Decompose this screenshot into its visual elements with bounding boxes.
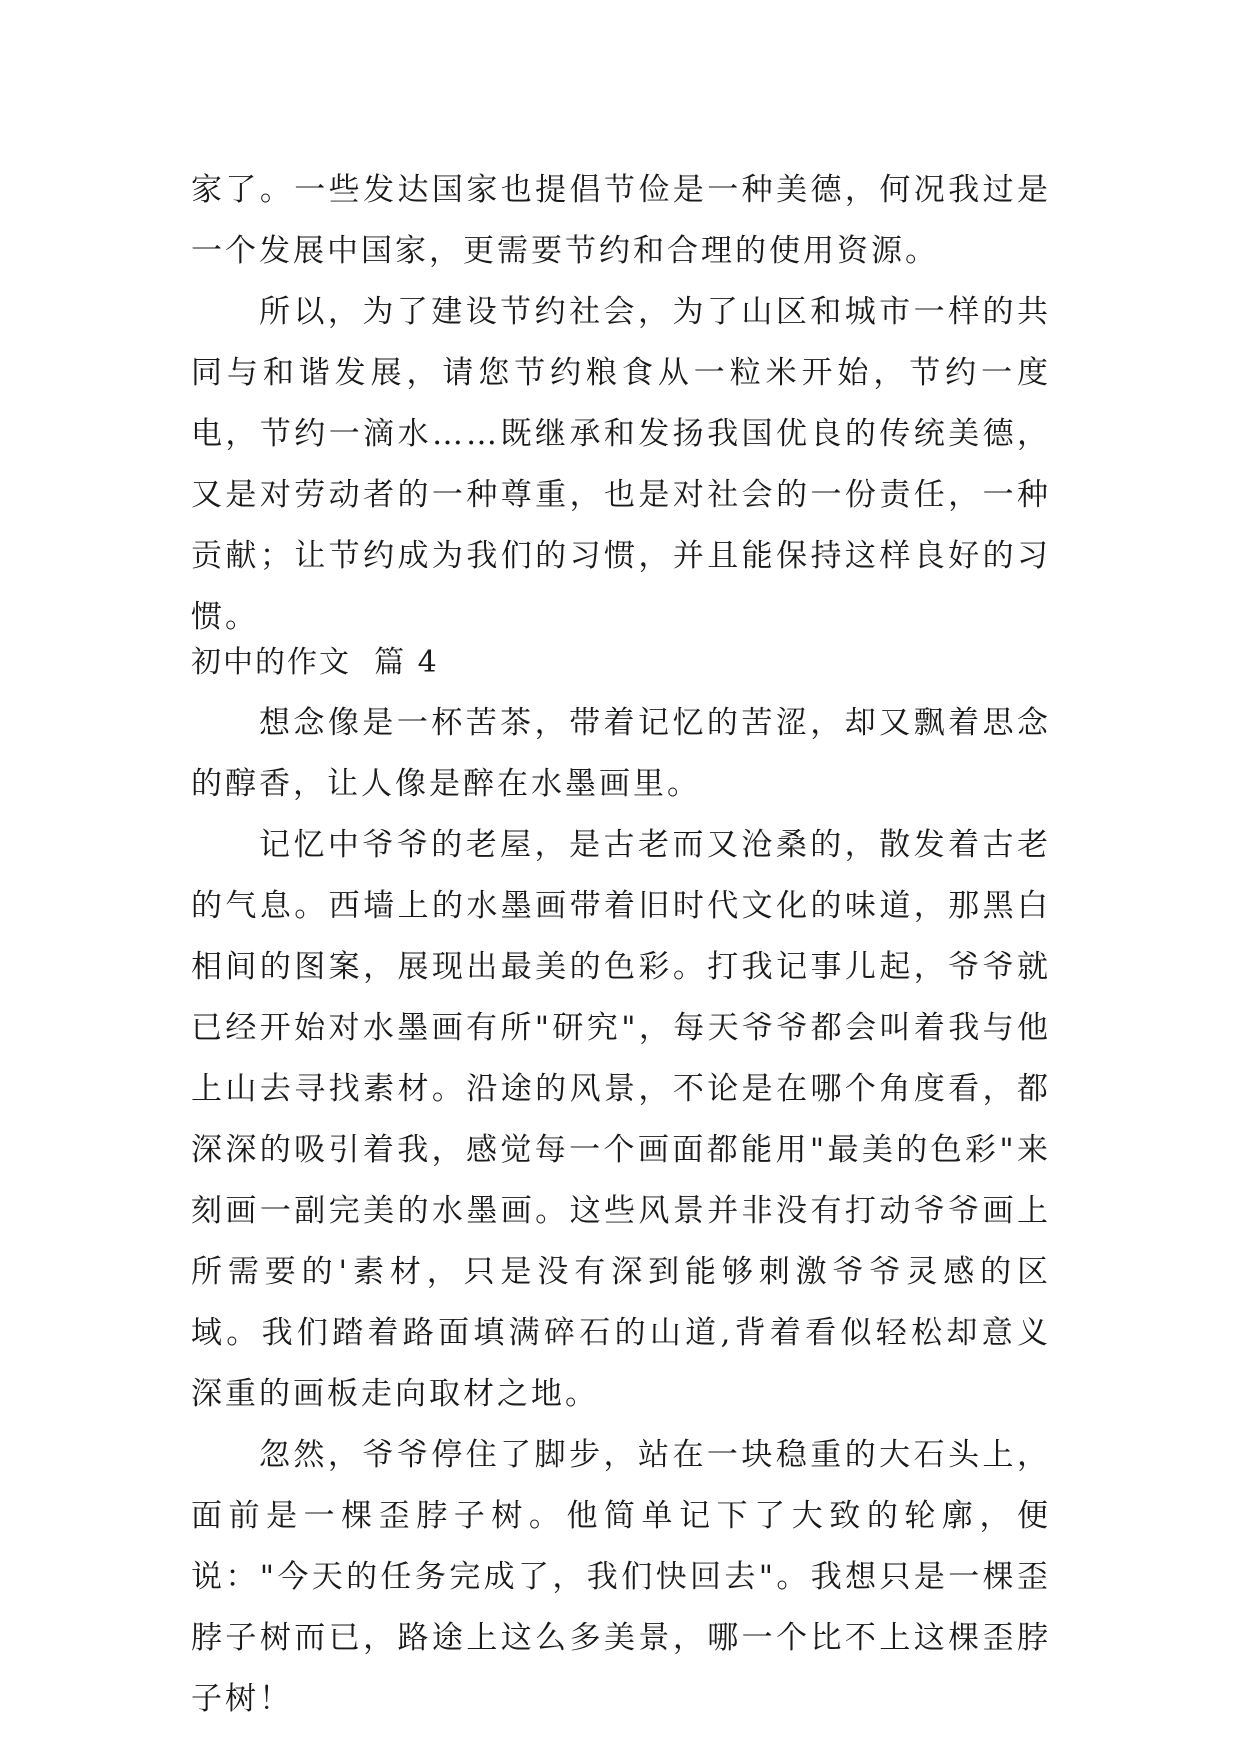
- paragraph-3: 忽然，爷爷停住了脚步，站在一块稳重的大石头上，面前是一棵歪脖子树。他简单记下了大致的轮廓，便说："今天的任务完成了，我们快回去"。我想只是一棵歪脖子树而已，路途上这么多美景，哪一个比不上这棵歪脖子树！: [191, 1437, 1051, 1717]
- essay-heading: 初中的作文 篇 4: [191, 645, 439, 680]
- paragraph-continued: 家了。一些发达国家也提倡节俭是一种美德，何况我过是一个发展中国家，更需要节约和合理的使用资源。: [191, 172, 1051, 269]
- paragraph-conclusion: 所以，为了建设节约社会，为了山区和城市一样的共同与和谐发展，请您节约粮食从一粒米开始，节约一度电，节约一滴水……既继承和发扬我国优良的传统美德，又是对劳动者的一种尊重，也是对社会的一份责任，一种贡献；让节约成为我们的习惯，并且能保持这样良好的习惯。: [191, 294, 1051, 635]
- section-b: [191, 632, 1051, 1730]
- paragraph-1: 想念像是一杯苦茶，带着记忆的苦涩，却又飘着思念的醇香，让人像是醉在水墨画里。: [191, 705, 1051, 802]
- paragraph-2: 记忆中爷爷的老屋，是古老而又沧桑的，散发着古老的气息。西墙上的水墨画带着旧时代文化的味道，那黑白相间的图案，展现出最美的色彩。打我记事儿起，爷爷就已经开始对水墨画有所"研究"，每天爷爷都会叫着我与他上山去寻找素材。沿途的风景，不论是在哪个角度看，都深深的吸引着我，感觉每一个画面都能用"最美的色彩"来刻画一副完美的水墨画。这些风景并非没有打动爷爷画上所需要的'素材，只是没有深到能够刺激爷爷灵感的区域。我们踏着路面填满碎石的山道,背着看似轻松却意义深重的画板走向取材之地。: [191, 827, 1051, 1412]
- section-a: [191, 160, 1051, 648]
